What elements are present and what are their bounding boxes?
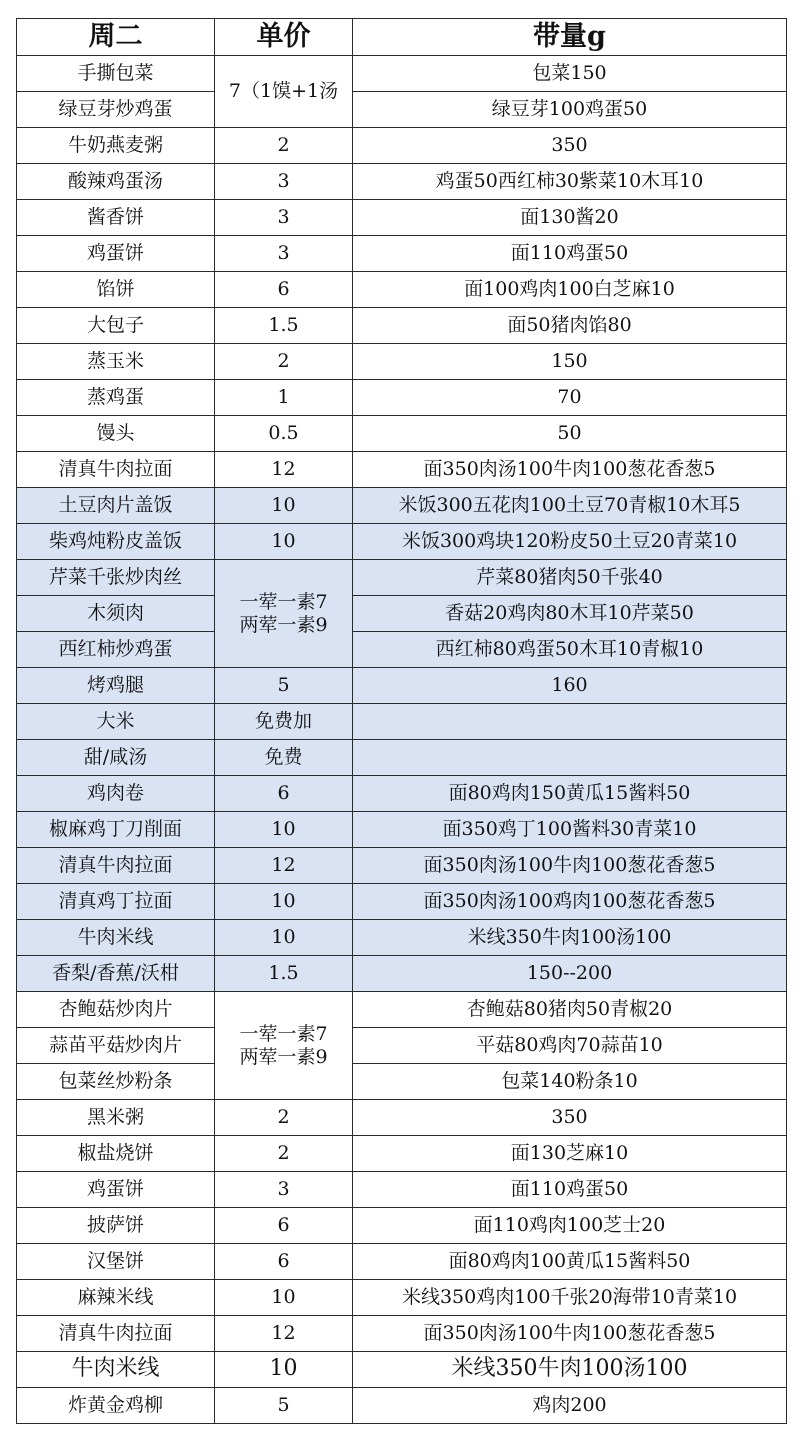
dish-name: 西红柿炒鸡蛋 <box>17 632 215 668</box>
dish-price: 1.5 <box>215 956 353 992</box>
dish-quantity: 面100鸡肉100白芝麻10 <box>353 272 787 308</box>
dish-price: 3 <box>215 1172 353 1208</box>
dish-name: 酱香饼 <box>17 200 215 236</box>
dish-price: 6 <box>215 1208 353 1244</box>
dish-quantity: 米线350牛肉100汤100 <box>353 920 787 956</box>
table-row <box>17 236 787 272</box>
dish-quantity: 香菇20鸡肉80木耳10芹菜50 <box>353 596 787 632</box>
dish-quantity <box>353 704 787 740</box>
dish-quantity: 面350鸡丁100酱料30青菜10 <box>353 812 787 848</box>
dish-name: 清真牛肉拉面 <box>17 452 215 488</box>
dish-name: 芹菜千张炒肉丝 <box>17 560 215 596</box>
table-row <box>17 812 787 848</box>
table-row <box>17 1280 787 1316</box>
dish-price: 免费 <box>215 740 353 776</box>
table-row <box>17 92 787 128</box>
table-row <box>17 1208 787 1244</box>
dish-price: 5 <box>215 1388 353 1424</box>
dish-quantity: 面80鸡肉100黄瓜15酱料50 <box>353 1244 787 1280</box>
table-row <box>17 1352 787 1388</box>
price-option-one: 一荤一素7 <box>239 1022 328 1045</box>
dish-name: 牛肉米线 <box>17 1352 215 1388</box>
table-row <box>17 380 787 416</box>
table-row <box>17 560 787 596</box>
dish-name: 麻辣米线 <box>17 1280 215 1316</box>
dish-price: 2 <box>215 1100 353 1136</box>
dish-quantity: 70 <box>353 380 787 416</box>
dish-name: 蒸鸡蛋 <box>17 380 215 416</box>
dish-quantity: 面130酱20 <box>353 200 787 236</box>
dish-price: 10 <box>215 884 353 920</box>
dish-quantity: 米饭300鸡块120粉皮50土豆20青菜10 <box>353 524 787 560</box>
table-row <box>17 272 787 308</box>
dish-price: 12 <box>215 452 353 488</box>
dish-name: 清真鸡丁拉面 <box>17 884 215 920</box>
dish-name: 蒸玉米 <box>17 344 215 380</box>
dish-quantity: 面80鸡肉150黄瓜15酱料50 <box>353 776 787 812</box>
dish-quantity: 绿豆芽100鸡蛋50 <box>353 92 787 128</box>
table-row <box>17 1388 787 1424</box>
dish-name: 馅饼 <box>17 272 215 308</box>
table-row <box>17 848 787 884</box>
dish-quantity: 米饭300五花肉100土豆70青椒10木耳5 <box>353 488 787 524</box>
dish-name: 酸辣鸡蛋汤 <box>17 164 215 200</box>
dish-quantity: 350 <box>353 1100 787 1136</box>
dish-quantity: 350 <box>353 128 787 164</box>
dish-price: 6 <box>215 272 353 308</box>
dish-quantity: 面350肉汤100鸡肉100葱花香葱5 <box>353 884 787 920</box>
dish-price: 3 <box>215 164 353 200</box>
dish-name: 汉堡饼 <box>17 1244 215 1280</box>
dish-name: 牛奶燕麦粥 <box>17 128 215 164</box>
dish-price: 12 <box>215 848 353 884</box>
dish-quantity: 包菜140粉条10 <box>353 1064 787 1100</box>
dish-name: 馒头 <box>17 416 215 452</box>
dish-name: 甜/咸汤 <box>17 740 215 776</box>
dish-price: 10 <box>215 1280 353 1316</box>
dish-name: 手撕包菜 <box>17 56 215 92</box>
dish-price: 7（1馍+1汤 <box>215 56 353 128</box>
dish-quantity: 面50猪肉馅80 <box>353 308 787 344</box>
dish-name: 炸黄金鸡柳 <box>17 1388 215 1424</box>
dish-quantity: 面350肉汤100牛肉100葱花香葱5 <box>353 452 787 488</box>
dish-quantity: 面110鸡蛋50 <box>353 236 787 272</box>
dish-name: 绿豆芽炒鸡蛋 <box>17 92 215 128</box>
dish-quantity: 面110鸡蛋50 <box>353 1172 787 1208</box>
dish-price <box>215 992 353 1100</box>
table-row <box>17 1064 787 1100</box>
dish-name: 清真牛肉拉面 <box>17 848 215 884</box>
dish-quantity: 面110鸡肉100芝士20 <box>353 1208 787 1244</box>
dish-quantity: 50 <box>353 416 787 452</box>
table-row <box>17 668 787 704</box>
dish-price: 6 <box>215 1244 353 1280</box>
table-row <box>17 740 787 776</box>
dish-quantity: 米线350鸡肉100千张20海带10青菜10 <box>353 1280 787 1316</box>
table-row <box>17 128 787 164</box>
dish-name: 蒜苗平菇炒肉片 <box>17 1028 215 1064</box>
table-row <box>17 1244 787 1280</box>
dish-quantity: 面350肉汤100牛肉100葱花香葱5 <box>353 1316 787 1352</box>
dish-name: 鸡蛋饼 <box>17 1172 215 1208</box>
dish-name: 清真牛肉拉面 <box>17 1316 215 1352</box>
table-row <box>17 992 787 1028</box>
table-row <box>17 1136 787 1172</box>
dish-quantity: 鸡蛋50西红柿30紫菜10木耳10 <box>353 164 787 200</box>
header-price: 单价 <box>215 19 353 56</box>
table-row <box>17 488 787 524</box>
dish-price: 6 <box>215 776 353 812</box>
dish-name: 黑米粥 <box>17 1100 215 1136</box>
dish-quantity: 米线350牛肉100汤100 <box>353 1352 787 1388</box>
menu-table <box>16 18 787 1424</box>
table-row <box>17 308 787 344</box>
dish-quantity: 包菜150 <box>353 56 787 92</box>
dish-price: 2 <box>215 1136 353 1172</box>
price-option-two: 两荤一素9 <box>239 613 328 636</box>
dish-quantity: 芹菜80猪肉50千张40 <box>353 560 787 596</box>
table-row <box>17 1028 787 1064</box>
header-day: 周二 <box>17 19 215 56</box>
table-row <box>17 1316 787 1352</box>
dish-name: 烤鸡腿 <box>17 668 215 704</box>
dish-quantity: 平菇80鸡肉70蒜苗10 <box>353 1028 787 1064</box>
dish-name: 香梨/香蕉/沃柑 <box>17 956 215 992</box>
dish-price: 0.5 <box>215 416 353 452</box>
dish-name: 木须肉 <box>17 596 215 632</box>
dish-name: 鸡肉卷 <box>17 776 215 812</box>
dish-price: 2 <box>215 344 353 380</box>
dish-price: 10 <box>215 920 353 956</box>
table-row <box>17 524 787 560</box>
dish-price: 2 <box>215 128 353 164</box>
dish-quantity: 杏鲍菇80猪肉50青椒20 <box>353 992 787 1028</box>
dish-name: 大包子 <box>17 308 215 344</box>
table-row <box>17 596 787 632</box>
dish-quantity <box>353 740 787 776</box>
dish-price <box>215 560 353 668</box>
dish-price: 1.5 <box>215 308 353 344</box>
dish-name: 大米 <box>17 704 215 740</box>
dish-quantity: 西红柿80鸡蛋50木耳10青椒10 <box>353 632 787 668</box>
dish-quantity: 鸡肉200 <box>353 1388 787 1424</box>
dish-name: 椒盐烧饼 <box>17 1136 215 1172</box>
price-option-two: 两荤一素9 <box>239 1045 328 1068</box>
dish-quantity: 150 <box>353 344 787 380</box>
dish-price: 3 <box>215 200 353 236</box>
dish-name: 杏鲍菇炒肉片 <box>17 992 215 1028</box>
header-quantity: 带量g <box>353 19 787 56</box>
dish-name: 椒麻鸡丁刀削面 <box>17 812 215 848</box>
dish-price: 12 <box>215 1316 353 1352</box>
dish-price: 5 <box>215 668 353 704</box>
dish-price: 1 <box>215 380 353 416</box>
table-row <box>17 920 787 956</box>
dish-name: 土豆肉片盖饭 <box>17 488 215 524</box>
dish-name: 披萨饼 <box>17 1208 215 1244</box>
dish-price: 10 <box>215 812 353 848</box>
table-row <box>17 1172 787 1208</box>
dish-name: 鸡蛋饼 <box>17 236 215 272</box>
dish-price: 3 <box>215 236 353 272</box>
dish-price: 10 <box>215 1352 353 1388</box>
table-row <box>17 452 787 488</box>
dish-quantity: 面130芝麻10 <box>353 1136 787 1172</box>
table-row <box>17 776 787 812</box>
dish-price: 10 <box>215 488 353 524</box>
table-row <box>17 956 787 992</box>
dish-price: 10 <box>215 524 353 560</box>
dish-quantity: 160 <box>353 668 787 704</box>
table-row <box>17 344 787 380</box>
table-row <box>17 632 787 668</box>
table-row <box>17 704 787 740</box>
dish-price: 免费加 <box>215 704 353 740</box>
table-row <box>17 56 787 92</box>
table-row <box>17 416 787 452</box>
table-row <box>17 200 787 236</box>
dish-name: 包菜丝炒粉条 <box>17 1064 215 1100</box>
dish-name: 柴鸡炖粉皮盖饭 <box>17 524 215 560</box>
dish-name: 牛肉米线 <box>17 920 215 956</box>
price-option-one: 一荤一素7 <box>239 590 328 613</box>
header-row <box>17 19 787 56</box>
dish-quantity: 150--200 <box>353 956 787 992</box>
table-row <box>17 164 787 200</box>
table-row <box>17 1100 787 1136</box>
dish-quantity: 面350肉汤100牛肉100葱花香葱5 <box>353 848 787 884</box>
table-row <box>17 884 787 920</box>
